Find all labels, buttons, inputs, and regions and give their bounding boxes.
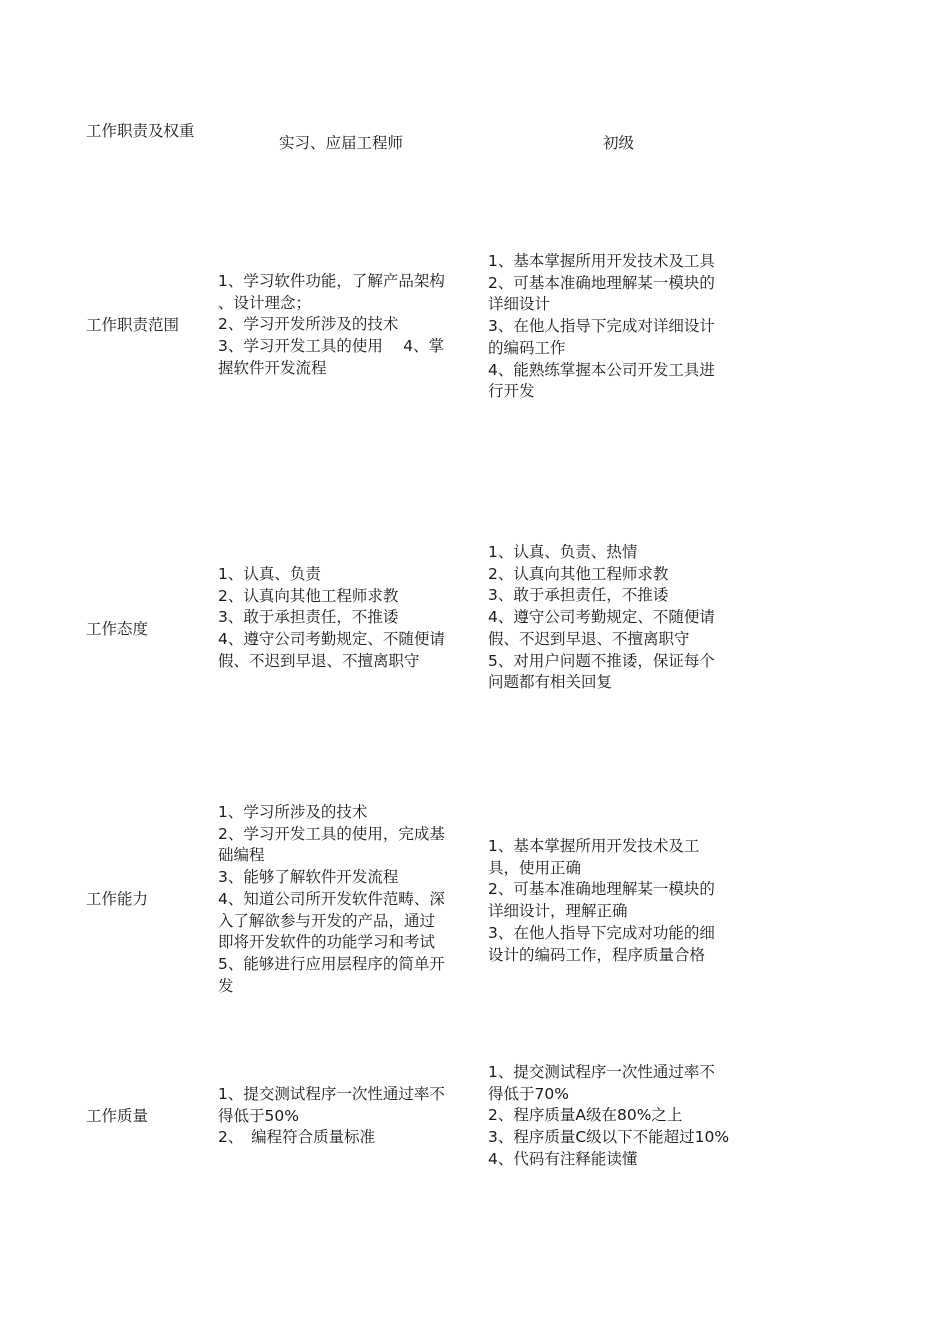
cell-line: 3、在他人指导下完成对功能的细 — [488, 923, 715, 942]
cell-line: 得低于70% — [488, 1084, 569, 1103]
cell-line: 得低于50% — [218, 1106, 299, 1125]
cell-line: 1、学习所涉及的技术 — [218, 803, 368, 821]
cell-line: 详细设计 — [488, 295, 551, 314]
ability-intern-cell — [218, 802, 480, 997]
cell-line: 础编程 — [218, 846, 265, 865]
cell-line: 问题都有相关回复 — [488, 673, 613, 692]
cell-line: 、设计理念； — [218, 293, 312, 312]
row-label-scope: 工作职责范围 — [86, 316, 180, 334]
cell-line: 1、认真、负责、热情 — [488, 543, 638, 561]
cell-line: 具，使用正确 — [488, 858, 582, 877]
cell-line: 1、基本掌握所用开发技术及工 — [488, 837, 700, 855]
cell-line: 3、敢于承担责任，不推诿 — [488, 586, 669, 605]
cell-line: 假、不迟到早退、不擅离职守 — [218, 651, 420, 670]
cell-line: 2、可基本准确地理解某一模块的 — [488, 273, 715, 292]
cell-line: 的编码工作 — [488, 338, 566, 357]
attitude-intern-cell — [218, 564, 480, 673]
quality-junior-cell — [488, 1062, 750, 1171]
cell-line: 2、可基本准确地理解某一模块的 — [488, 880, 715, 899]
cell-line: 设计的编码工作，程序质量合格 — [488, 945, 706, 964]
cell-line: 行开发 — [488, 382, 535, 401]
header-responsibility-weight: 工作职责及权重 — [86, 122, 195, 140]
row-label-attitude: 工作态度 — [86, 620, 149, 638]
cell-line: 2、 编程符合质量标准 — [218, 1128, 376, 1147]
cell-line: 2、程序质量A级在80%之上 — [488, 1106, 683, 1125]
cell-line: 4、代码有注释能读懂 — [488, 1149, 638, 1168]
row-label-ability: 工作能力 — [86, 890, 149, 908]
cell-line: 3、程序质量C级以下不能超过10% — [488, 1128, 730, 1147]
cell-line: 1、认真、负责 — [218, 565, 321, 583]
cell-line: 4、遵守公司考勤规定、不随便请 — [218, 630, 445, 649]
cell-line: 2、认真向其他工程师求教 — [488, 564, 669, 583]
cell-line: 入了解欲参与开发的产品，通过 — [218, 911, 436, 930]
cell-line: 2、学习开发工具的使用，完成基 — [218, 824, 445, 843]
quality-intern-cell — [218, 1084, 480, 1149]
row-label-quality: 工作质量 — [86, 1107, 149, 1125]
cell-line: 3、学习开发工具的使用 4、掌 — [218, 337, 445, 356]
ability-junior-cell — [488, 836, 750, 966]
cell-line: 即将开发软件的功能学习和考试 — [218, 933, 436, 952]
cell-line: 1、提交测试程序一次性通过率不 — [218, 1085, 445, 1103]
cell-line: 握软件开发流程 — [218, 358, 327, 377]
cell-line: 4、知道公司所开发软件范畴、深 — [218, 889, 445, 908]
scope-intern-cell — [218, 271, 480, 380]
cell-line: 3、在他人指导下完成对详细设计 — [488, 317, 715, 336]
cell-line: 3、敢于承担责任，不推诿 — [218, 608, 399, 627]
attitude-junior-cell — [488, 542, 750, 694]
cell-line: 4、遵守公司考勤规定、不随便请 — [488, 608, 715, 627]
cell-line: 2、认真向其他工程师求教 — [218, 586, 399, 605]
cell-line: 假、不迟到早退、不擅离职守 — [488, 629, 690, 648]
cell-line: 详细设计，理解正确 — [488, 902, 628, 921]
header-intern-engineer: 实习、应届工程师 — [279, 134, 404, 152]
cell-line: 5、能够进行应用层程序的简单开 — [218, 954, 445, 973]
cell-line: 2、学习开发所涉及的技术 — [218, 315, 399, 334]
cell-line: 发 — [218, 976, 234, 995]
cell-line: 5、对用户问题不推诿，保证每个 — [488, 651, 715, 670]
cell-line: 1、学习软件功能，了解产品架构 — [218, 272, 445, 290]
cell-line: 1、提交测试程序一次性通过率不 — [488, 1063, 715, 1081]
scope-junior-cell — [488, 251, 750, 403]
cell-line: 3、能够了解软件开发流程 — [218, 868, 399, 887]
cell-line: 1、基本掌握所用开发技术及工具 — [488, 252, 715, 270]
header-junior: 初级 — [603, 134, 635, 152]
cell-line: 4、能熟练掌握本公司开发工具进 — [488, 360, 715, 379]
